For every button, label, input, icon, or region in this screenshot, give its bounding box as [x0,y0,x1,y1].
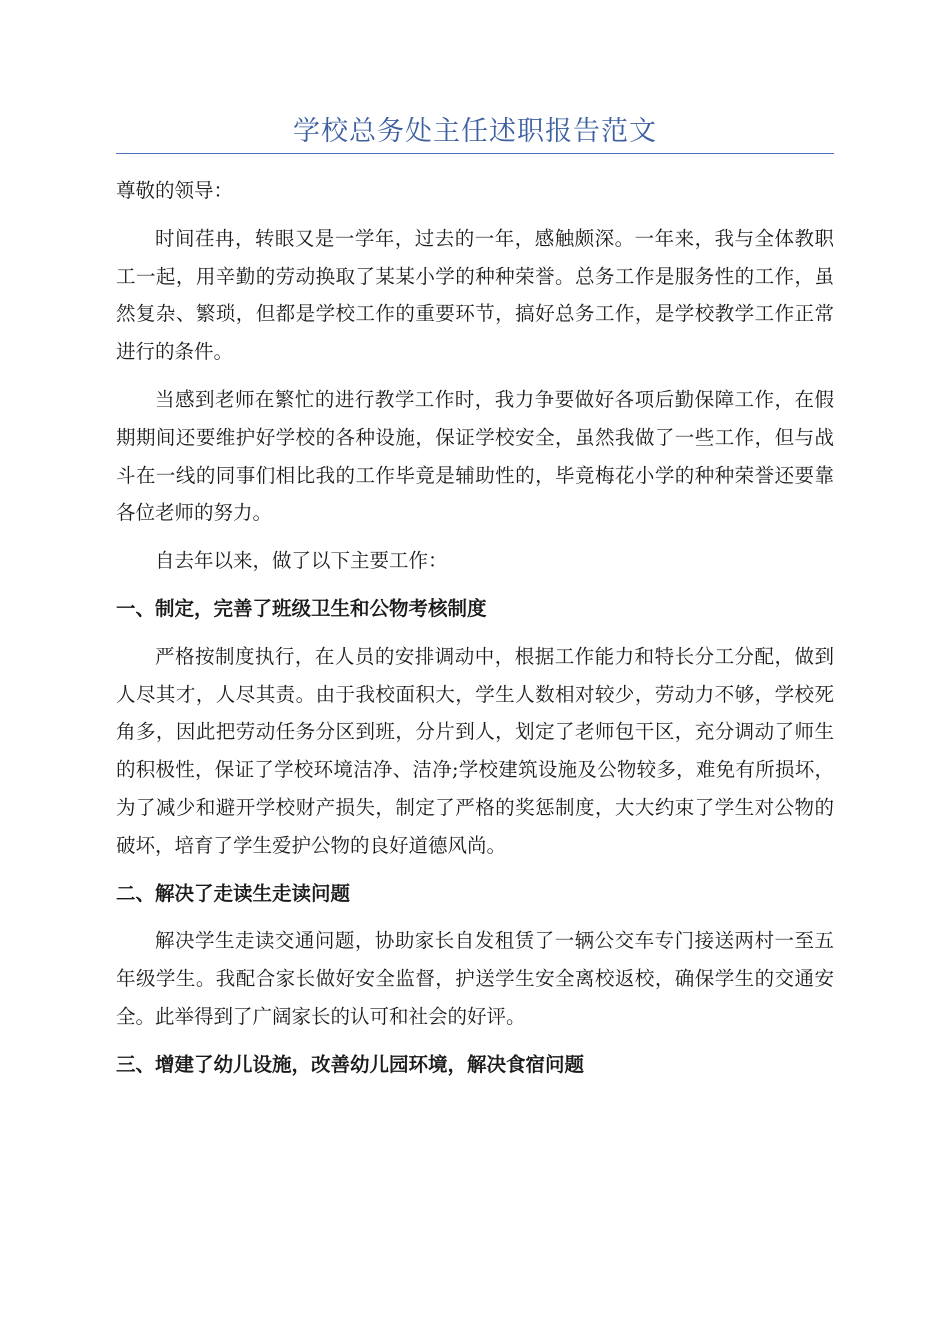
section-heading-1: 一、制定，完善了班级卫生和公物考核制度 [116,596,487,620]
greeting: 尊敬的领导： [116,179,234,202]
paragraph-section-2: 解决学生走读交通问题，协助家长自发租赁了一辆公交车专门接送两村一至五年级学生。我配合家长做好安全监督，护送学生安全离校返校，确保学生的交通安全。此举得到了广阔家长的认可和社会的好评。 [116,929,834,1028]
document-title: 学校总务处主任述职报告范文 [293,116,657,147]
paragraph-section-1: 严格按制度执行，在人员的安排调动中，根据工作能力和特长分工分配，做到人尽其才，人尽其责。由于我校面积大，学生人数相对较少，劳动力不够，学校死角多，因此把劳动任务分区到班，分片到人，划定了老师包干区，充分调动了师生的积极性，保证了学校环境洁净、洁净;学校建筑设施及公物较多，难免有所损坏，为了减少和避开学校财产损失，制定了严格的奖惩制度，大大约束了学生对公物的破坏，培育了学生爱护公物的良好道德风尚。 [116,644,834,857]
document-body [116,172,834,1094]
paragraph-summary-lead: 自去年以来，做了以下主要工作： [155,549,448,573]
paragraph-intro: 时间荏冉，转眼又是一学年，过去的一年，感触颇深。一年来，我与全体教职工一起，用辛勤的劳动换取了某某小学的种种荣誉。总务工作是服务性的工作，虽然复杂、繁琐，但都是学校工作的重要环节，搞好总务工作，是学校教学工作正常进行的条件。 [116,226,834,364]
section-heading-2: 二、解决了走读生走读问题 [116,881,351,905]
paragraph-support: 当感到老师在繁忙的进行教学工作时，我力争要做好各项后勤保障工作，在假期期间还要维护好学校的各种设施，保证学校安全，虽然我做了一些工作，但与战斗在一线的同事们相比我的工作毕竟是辅助性的，毕竟梅花小学的种种荣誉还要靠各位老师的努力。 [116,387,834,525]
section-heading-3: 三、增建了幼儿设施，改善幼儿园环境，解决食宿问题 [116,1052,585,1076]
title-underline [116,153,834,154]
